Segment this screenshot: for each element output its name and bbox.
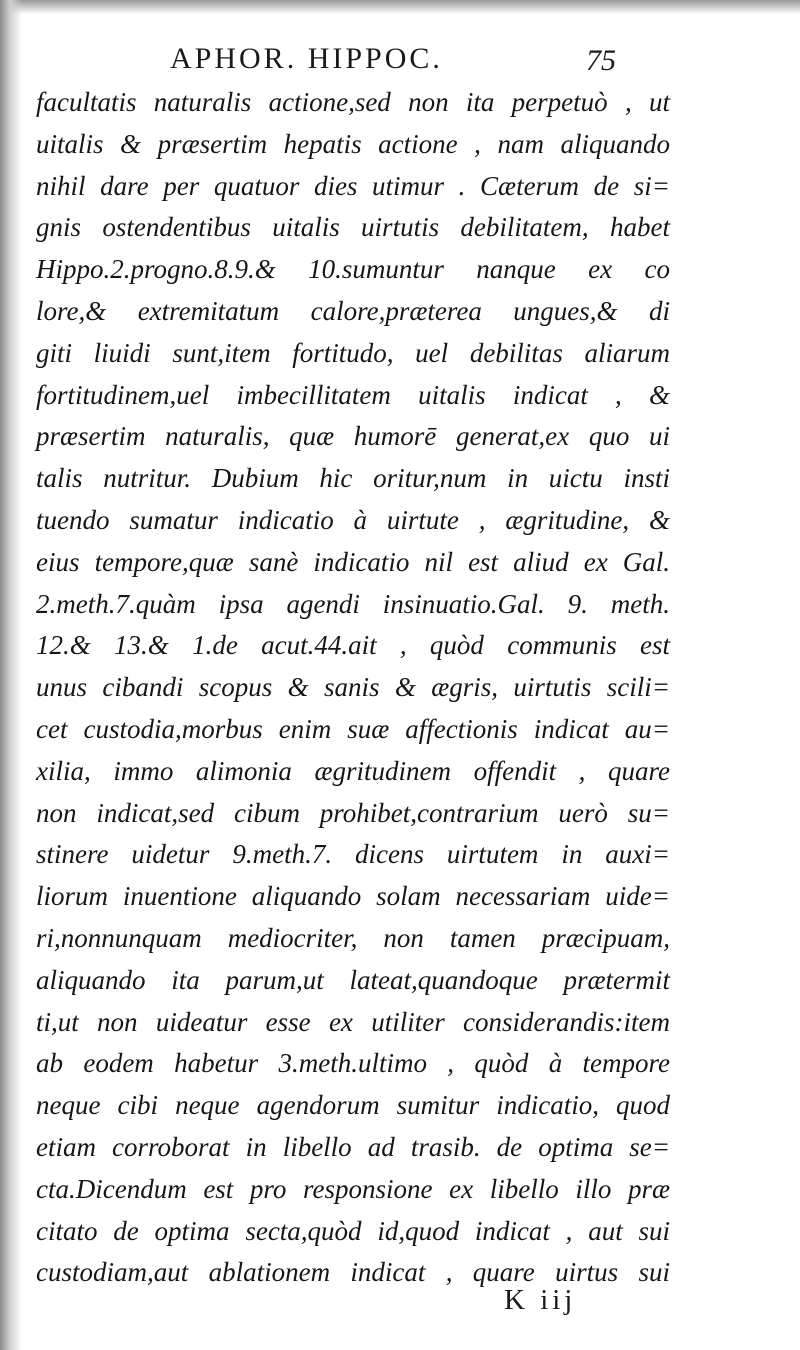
page-gutter-shadow — [0, 0, 22, 1350]
text-line: talis nutritur. Dubium hic oritur,num in uictu insti — [36, 463, 670, 494]
text-line: neque cibi neque agendorum sumitur indicatio, quod — [36, 1090, 670, 1121]
running-header — [170, 42, 690, 82]
text-line: 12.& 13.& 1.de acut.44.ait , quòd communis est — [36, 630, 670, 661]
text-line: Hippo.2.progno.8.9.& 10.sumuntur nanque ex co — [36, 254, 670, 285]
text-line: 2.meth.7.quàm ipsa agendi insinuatio.Gal. 9. meth. — [36, 588, 670, 619]
text-line: ti,ut non uideatur esse ex utiliter considerandis:item — [36, 1006, 670, 1037]
text-line: præsertim naturalis, quæ humorē generat,ex quo ui — [36, 421, 670, 452]
text-line: stinere uidetur 9.meth.7. dicens uirtutem in auxi= — [36, 839, 670, 870]
running-title: APHOR. HIPPOC. — [170, 42, 443, 75]
text-line: tuendo sumatur indicatio à uirtute , ægritudine, & — [36, 504, 670, 535]
text-line: cta.Dicendum est pro responsione ex libello illo præ — [36, 1173, 670, 1204]
text-line: xilia, immo alimonia ægritudinem offendit , quare — [36, 755, 670, 786]
body-text — [36, 82, 776, 1294]
text-line: liorum inuentione aliquando solam necessariam uide= — [36, 881, 670, 912]
text-line: aliquando ita parum,ut lateat,quandoque prætermit — [36, 964, 670, 995]
text-line: non indicat,sed cibum prohibet,contrarium uerò su= — [36, 797, 670, 828]
page-number: 75 — [586, 44, 616, 77]
text-line: cet custodia,morbus enim suæ affectionis indicat au= — [36, 713, 670, 744]
text-line: fortitudinem,uel imbecillitatem uitalis indicat , & — [36, 379, 670, 410]
text-line: facultatis naturalis actione,sed non ita perpetuò , ut — [36, 87, 670, 117]
signature-mark: K iij — [504, 1284, 577, 1316]
text-line: ri,nonnunquam mediocriter, non tamen præcipuam, — [36, 922, 670, 953]
page-top-shadow — [0, 0, 800, 14]
text-line: ab eodem habetur 3.meth.ultimo , quòd à tempore — [36, 1048, 670, 1079]
text-line: custodiam,aut ablationem indicat , quare uirtus sui — [36, 1257, 670, 1288]
text-line: lore,& extremitatum calore,præterea ungues,& di — [36, 295, 670, 326]
text-line: uitalis & præsertim hepatis actione , nam aliquando — [36, 128, 670, 159]
text-line: nihil dare per quatuor dies utimur . Cæterum de si= — [36, 170, 670, 201]
text-line: citato de optima secta,quòd id,quod indicat , aut sui — [36, 1215, 670, 1246]
text-line: etiam corroborat in libello ad trasib. de optima se= — [36, 1131, 670, 1162]
text-line: unus cibandi scopus & sanis & ægris, uirtutis scili= — [36, 672, 670, 703]
text-line: gnis ostendentibus uitalis uirtutis debilitatem, habet — [36, 212, 670, 243]
text-line: eius tempore,quæ sanè indicatio nil est aliud ex Gal. — [36, 546, 670, 577]
text-line: giti liuidi sunt,item fortitudo, uel debilitas aliarum — [36, 337, 670, 368]
